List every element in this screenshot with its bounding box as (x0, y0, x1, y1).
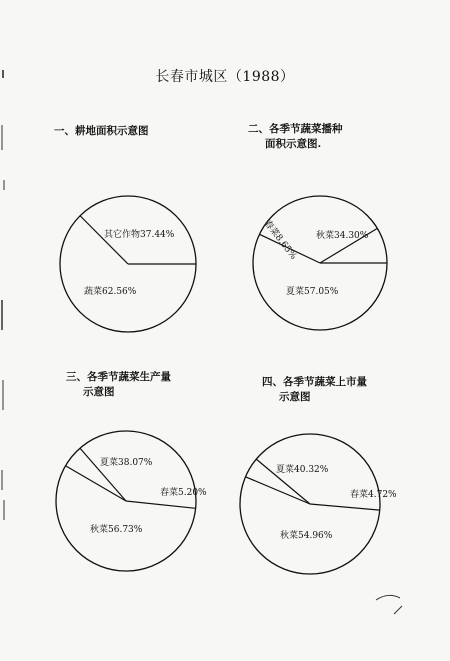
panel-4-title-line-2: 示意图 (279, 391, 311, 403)
pie-slice-label: 秋菜56.73% (90, 525, 143, 535)
pie-slice-boundary (126, 501, 196, 508)
pie-slice-boundary (80, 448, 126, 501)
pie-slice-label: 秋菜54.96% (280, 531, 333, 541)
scan-mark-stroke (372, 586, 412, 626)
pie-slice-label: 夏菜38.07% (100, 458, 153, 468)
pie-slice-label: 夏菜40.32% (276, 465, 329, 475)
pie-chart-farmland (58, 194, 200, 334)
pie-slice-label: 春菜4.72% (350, 490, 397, 500)
pie-chart-sown-area (246, 194, 394, 334)
panel-2-title-line-1: 二、各季节蔬菜播种 (248, 123, 343, 135)
pie-chart-market-supply (234, 432, 397, 576)
panel-4-title-line-1: 四、各季节蔬菜上市量 (262, 376, 367, 388)
panel-2-title (248, 122, 343, 152)
pie-slice-label: 春菜5.20% (160, 488, 207, 498)
panel-4-title (262, 375, 367, 405)
scan-edge-marks (0, 0, 12, 657)
page-title: 长春市城区（1988） (155, 69, 295, 85)
pie-slice-boundary (310, 504, 380, 510)
pie-slice-label: 蔬菜62.56% (84, 287, 137, 297)
left-scan-margin (0, 0, 12, 657)
panel-1-title-line: 一、耕地面积示意图 (54, 125, 149, 137)
pie-slice-label: 春菜8.65% (261, 218, 299, 262)
panel-2-title-line-2: 面积示意图. (265, 138, 322, 150)
pie-slice-label: 夏菜57.05% (286, 287, 339, 297)
panel-3-title-line-1: 三、各季节蔬菜生产量 (66, 371, 171, 383)
pie-chart-production (50, 430, 207, 572)
panel-3-title-line-2: 示意图 (83, 386, 115, 398)
pie-slice-label: 其它作物37.44% (104, 230, 175, 240)
pie-slice-boundary (245, 477, 310, 504)
panel-1-title (54, 124, 149, 139)
pie-slice-boundary (66, 466, 126, 501)
panel-3-title (66, 370, 171, 400)
pie-slice-label: 秋菜34.30% (316, 231, 369, 241)
